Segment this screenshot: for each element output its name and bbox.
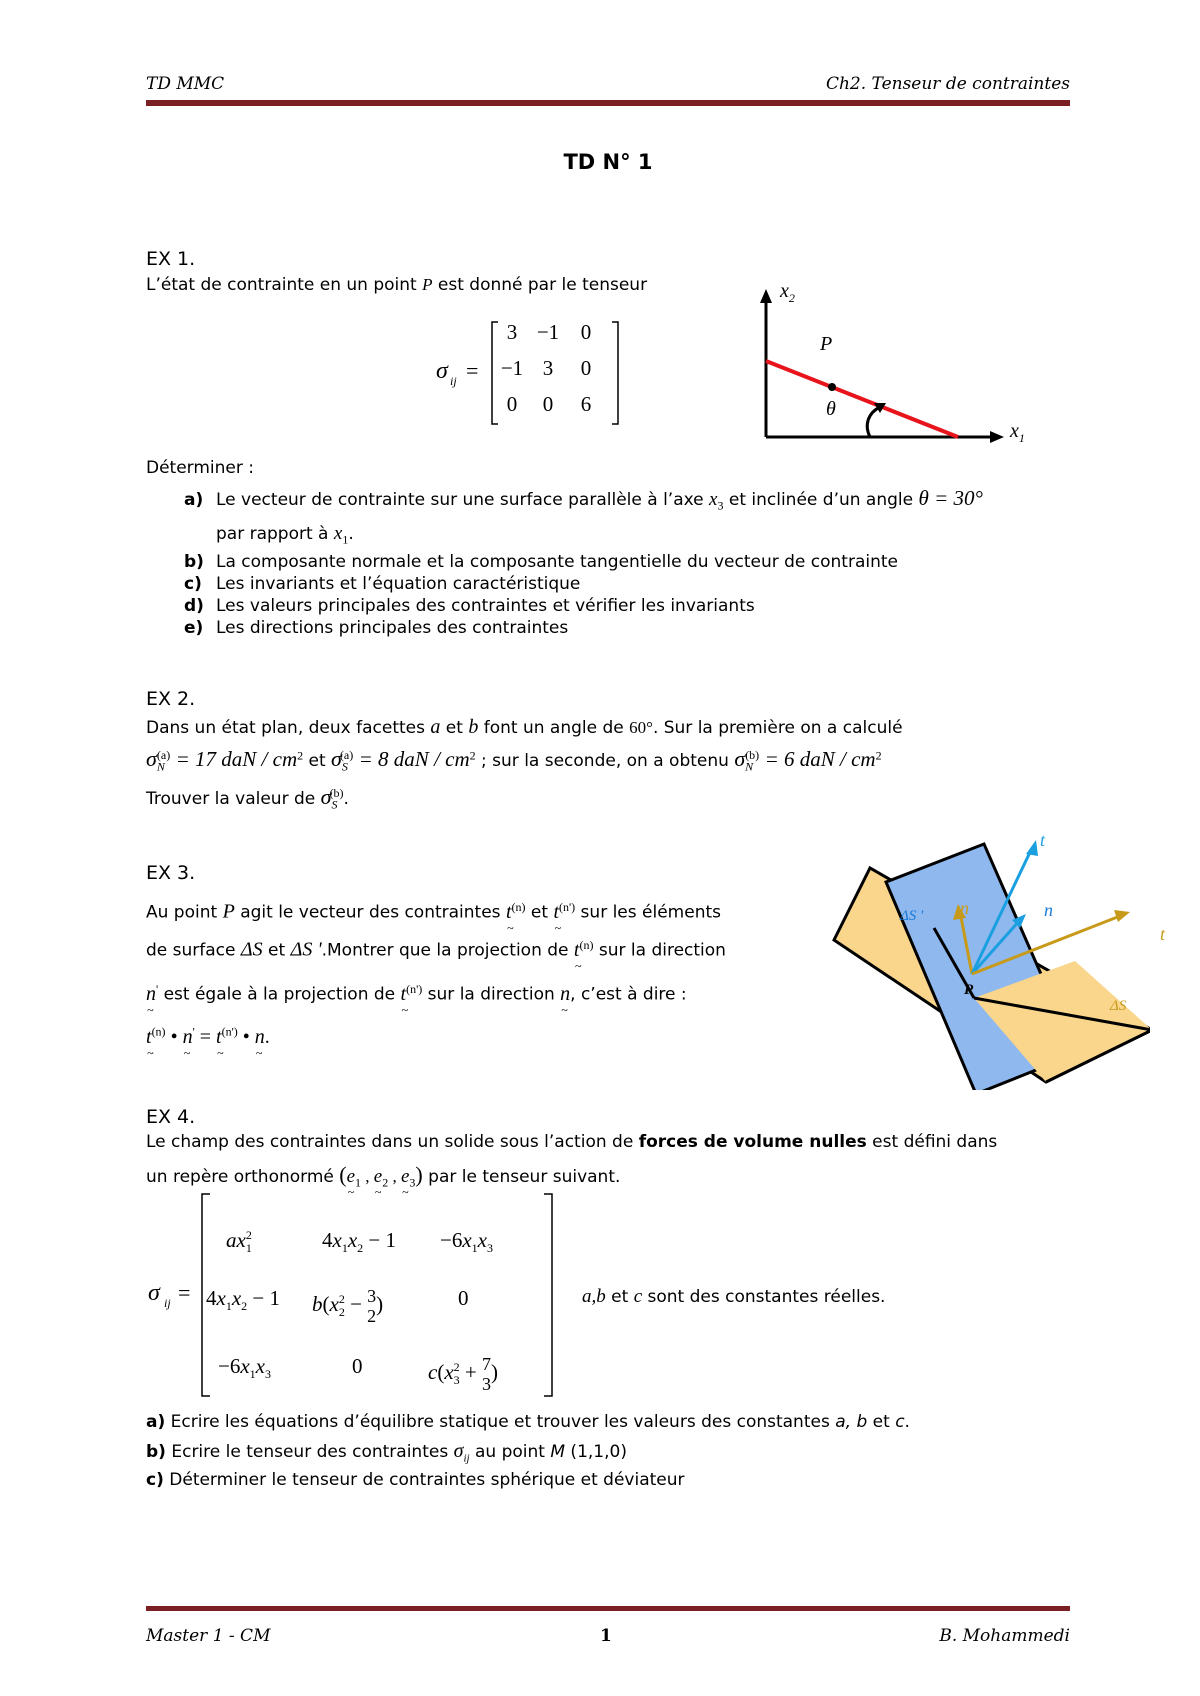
- ex3-fig-t-n: t: [1160, 924, 1166, 944]
- ex1-item-b: b) La composante normale et la composante tangentielle du vecteur de contrainte: [184, 552, 898, 572]
- ex4-line2: un repère orthonormé (e $\sim_1$ , e $\sim_2$ , e $\sim_3$) par le tenseur suivant.: [146, 1162, 620, 1190]
- ex4-heading: EX 4.: [146, 1106, 196, 1128]
- ex1-figure: [740, 285, 1050, 455]
- header-right: Ch2. Tenseur de contraintes: [825, 74, 1070, 94]
- ex3-fig-dS-yellow: ΔS: [1110, 998, 1127, 1014]
- ex1-item-c: c) Les invariants et l’équation caractéristique: [184, 574, 581, 594]
- header-rule: [146, 100, 1070, 106]
- ex3-equation: t ~$^{(n)}$ • n ~' = t ~$^{(n')}$ • n ~.: [146, 1024, 270, 1049]
- matrix-cell: 3: [542, 356, 554, 380]
- ex4-item-b: b) Ecrire le tenseur des contraintes $\sigma_{ij}$ au point M (1,1,0): [146, 1440, 627, 1465]
- ex1-item-d: d) Les valeurs principales des contraintes et vérifier les invariants: [184, 596, 755, 616]
- ex1-item-a-cont: par rapport à $x_1$.: [216, 523, 354, 547]
- ex3-fig-n: n: [960, 898, 969, 918]
- footer-left: Master 1 - CM: [146, 1626, 271, 1646]
- ex3-line1: Au point P agit le vecteur des contraintes t ~$^{(n)}$ et t ~$^{(n')}$ sur les éléments: [146, 900, 721, 924]
- ex1-fig-x1: $x_1$: [1010, 420, 1025, 445]
- matrix-cell: −1: [500, 356, 524, 380]
- ex4-line1: Le champ des contraintes dans un solide sous l’action de forces de volume nulles est défini dans: [146, 1132, 998, 1152]
- ex4-item-c: c) Déterminer le tenseur de contraintes sphérique et déviateur: [146, 1470, 685, 1490]
- ex3-fig-n-prime: n: [1044, 900, 1053, 920]
- ex1-fig-theta: θ: [826, 398, 836, 420]
- ex3-line2: de surface ΔS et ΔS '.Montrer que la projection de t ~$^{(n)}$ sur la direction: [146, 938, 726, 962]
- matrix-cell: −1: [536, 320, 560, 344]
- ex4-constants: a,b et c sont des constantes réelles.: [582, 1286, 886, 1307]
- ex3-figure: [820, 820, 1150, 1090]
- ex3-heading: EX 3.: [146, 862, 196, 884]
- ex1-heading: EX 1.: [146, 248, 196, 270]
- matrix-cell: 0: [506, 392, 518, 416]
- ex1-item-e: e) Les directions principales des contraintes: [184, 618, 569, 638]
- ex3-fig-P: P: [964, 982, 974, 998]
- ex3-fig-t-nprime: t: [1040, 830, 1046, 850]
- matrix-cell: 3: [506, 320, 518, 344]
- ex1-fig-P: P: [820, 333, 833, 355]
- footer-rule: [146, 1606, 1070, 1611]
- ex1-intro: L’état de contrainte en un point P est donné par le tenseur: [146, 275, 648, 295]
- header-left: TD MMC: [146, 74, 225, 94]
- ex3-line3: n ~' est égale à la projection de t ~$^{(n')}$ sur la direction n ~, c’est à dire :: [146, 982, 687, 1006]
- ex1-fig-x2: $x_2$: [780, 280, 795, 305]
- ex3-fig-dS-blue: ΔS ': [900, 908, 924, 924]
- ex4-tensor: σ ij = $ax_1^2$ $4x_1x_2 - 1$ $-6x_1x_3$ $4x_1x_2 - 1$ $b(x_2^2 - 3$ 2) 0 $-6x_1x_3$ 0 $c(x_3^2 + 7$ 3): [146, 1190, 566, 1400]
- ex2-heading: EX 2.: [146, 688, 196, 710]
- ex2-line1: Dans un état plan, deux facettes a et b font un angle de 60°. Sur la première on a calculé: [146, 716, 903, 738]
- ex2-line3: Trouver la valeur de $\sigma_S^{(b)}$.: [146, 784, 349, 812]
- matrix-cell: 0: [580, 320, 592, 344]
- ex4-item-a: a) Ecrire les équations d’équilibre statique et trouver les valeurs des constantes a, b et c.: [146, 1412, 910, 1432]
- page-title: TD N° 1: [563, 150, 653, 174]
- matrix-cell: 0: [580, 356, 592, 380]
- footer-right: B. Mohammedi: [939, 1626, 1070, 1646]
- matrix-cell: 6: [580, 392, 592, 416]
- ex1-determine: Déterminer :: [146, 458, 255, 478]
- ex1-tensor: σ ij = 3 −1 0 −1 3 0 0 0 6: [436, 318, 626, 428]
- ex1-item-a: a) Le vecteur de contrainte sur une surface parallèle à l’axe $x_3$ et inclinée d’un angle θ = 30°: [184, 486, 983, 513]
- matrix-cell: 0: [542, 392, 554, 416]
- ex2-line2: $\sigma_N^{(a)} = 17$ daN / $cm^2$ et $\sigma_S^{(a)} = 8$ daN / $cm^2$ ; sur la seconde, on a obtenu $\sigma_N^{(b)} = 6$ daN / $cm^2$: [146, 746, 882, 774]
- page-number: 1: [600, 1626, 612, 1646]
